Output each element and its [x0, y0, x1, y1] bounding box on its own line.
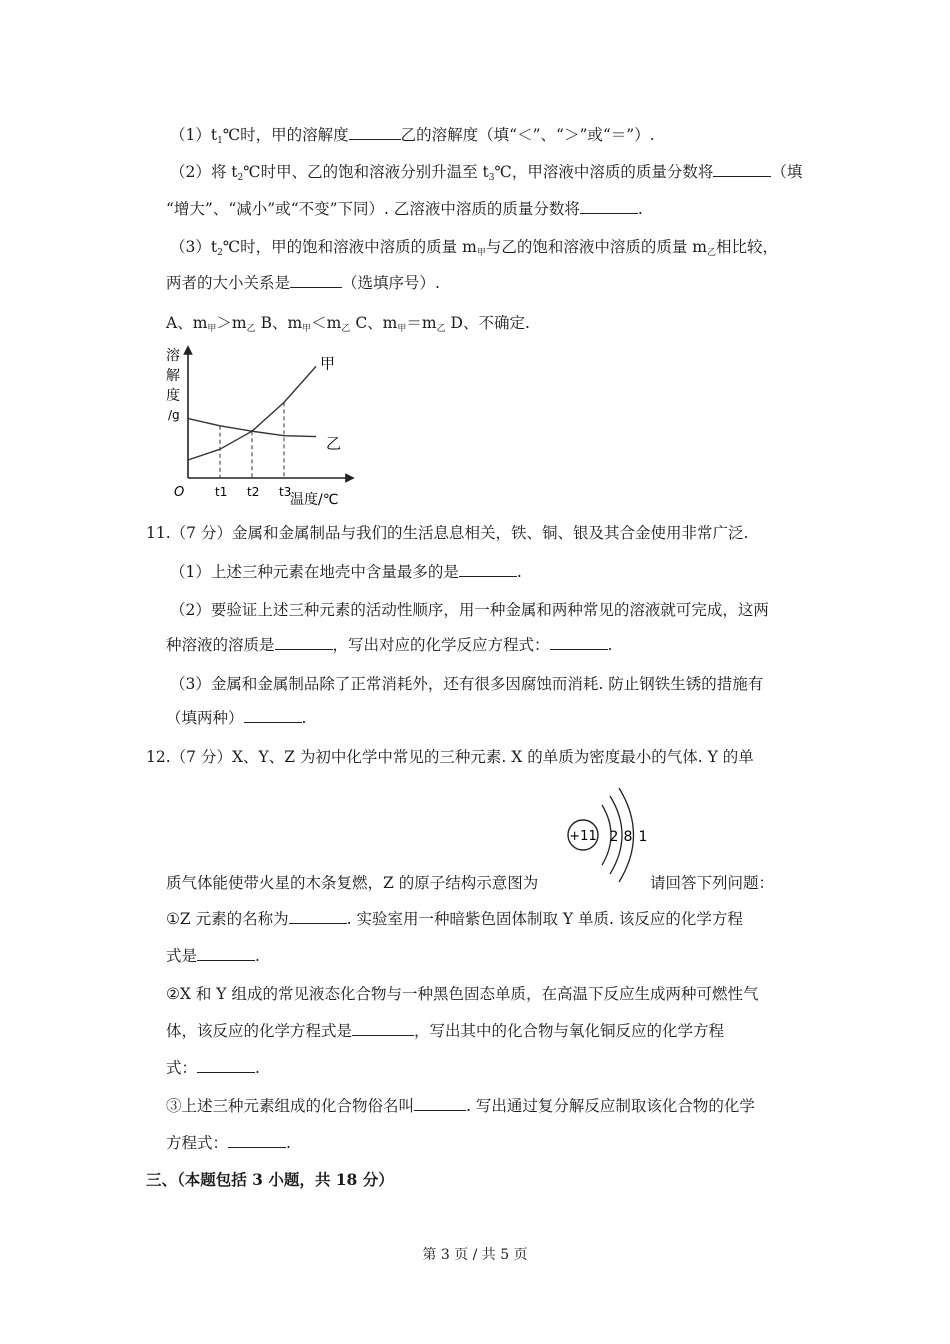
answer-blank	[289, 909, 347, 924]
q11-part3: （3）金属和金属制品除了正常消耗外，还有很多因腐蚀而消耗. 防止钢铁生锈的措施有	[170, 675, 764, 693]
solubility-chart	[160, 340, 370, 512]
q12-part3: ③上述三种元素组成的化合物俗名叫 . 写出通过复分解反应制取该化合物的化学	[166, 1097, 755, 1115]
answer-blank	[414, 1096, 466, 1111]
answer-blank	[713, 162, 771, 177]
answer-blank	[459, 562, 517, 577]
q12-part1-cont: 式是 .	[166, 947, 260, 965]
y-label-3: 度	[166, 388, 180, 404]
q11-part3-cont: （填两种） .	[166, 709, 307, 727]
y-label-2: 解	[166, 368, 180, 384]
answer-blank	[275, 635, 333, 650]
q12-part2-cont2: 式： .	[166, 1059, 260, 1077]
q12-part1: ①Z 元素的名称为 . 实验室用一种暗紫色固体制取 Y 单质. 该反应的化学方程	[166, 910, 743, 928]
x-tick-t2: t2	[247, 485, 260, 499]
q11-head: 11.（7 分）金属和金属制品与我们的生活息息相关，铁、铜、银及其合金使用非常广泛.	[146, 524, 749, 542]
x-axis-label: 温度/℃	[290, 492, 339, 508]
answer-blank	[244, 708, 302, 723]
page-footer: 第 3 页 / 共 5 页	[422, 1247, 528, 1263]
q12-head: 12.（7 分）X、Y、Z 为初中化学中常见的三种元素. X 的单质为密度最小的气体. Y 的单	[146, 748, 754, 766]
q12-part2: ②X 和 Y 组成的常见液态化合物与一种黑色固态单质，在高温下反应生成两种可燃性气	[166, 985, 759, 1003]
shell-electrons-1: 2	[609, 829, 619, 845]
shell-electrons-3: 1	[638, 829, 648, 845]
q12-para0-right: 请回答下列问题：	[650, 874, 775, 892]
answer-blank	[197, 1058, 255, 1073]
nucleus-charge: +11	[569, 829, 597, 844]
q10-part2: （2）将 $t_2℃$时甲、乙的饱和溶液分别升温至 $t_3℃$，甲溶液中溶质的质量分数将 （填	[170, 163, 803, 183]
origin-label: O	[174, 485, 185, 500]
series-label-jia: 甲	[320, 354, 336, 373]
answer-blank	[197, 946, 255, 961]
q10-part1: $(1)t_1℃$时，甲的溶解度 乙的溶解度（填“＜”、“＞”或“＝”）.	[170, 126, 655, 146]
section-3-heading: 三、（本题包括 3 小题，共 18 分）	[146, 1170, 394, 1189]
q10-part3: $(3)t_2℃$时，甲的饱和溶液中溶质的质量 $m_甲$与乙的饱和溶液中溶质的质量 $m_乙$相比较，	[170, 238, 778, 258]
q11-part1: （1）上述三种元素在地壳中含量最多的是 .	[170, 563, 522, 581]
q12-part2-cont: 体，该反应的化学方程式是 ，写出其中的化合物与氧化铜反应的化学方程	[166, 1022, 725, 1040]
x-tick-t3: t3	[279, 485, 292, 499]
series-label-yi: 乙	[326, 434, 342, 453]
q10-part3-cont: 两者的大小关系是 （选填序号）.	[166, 274, 440, 292]
q11-part2-cont: 种溶液的溶质是 ，写出对应的化学反应方程式： .	[166, 636, 613, 654]
y-label-1: 溶	[166, 348, 180, 364]
sodium-atom-diagram	[562, 780, 662, 892]
shell-electrons-2: 8	[623, 829, 633, 845]
answer-blank	[349, 125, 401, 140]
q12-para0-left: 质气体能使带火星的木条复燃，Z 的原子结构示意图为	[166, 874, 539, 892]
q10-options: A、$m_甲>m_乙$ B、$m_甲<m_乙$ C、$m_甲=m_乙$ D、不确定.	[166, 314, 530, 334]
x-tick-t1: t1	[215, 485, 228, 499]
answer-blank	[228, 1133, 286, 1148]
answer-blank	[290, 273, 342, 288]
q11-part2: （2）要验证上述三种元素的活动性顺序，用一种金属和两种常见的溶液就可完成，这两	[170, 601, 769, 619]
answer-blank	[580, 199, 638, 214]
answer-blank	[550, 635, 608, 650]
q10-part2-cont: “增大”、“减小”或“不变”下同）. 乙溶液中溶质的质量分数将 .	[166, 200, 643, 218]
q12-part3-cont: 方程式： .	[166, 1134, 291, 1152]
answer-blank	[352, 1021, 414, 1036]
y-label-4: /g	[168, 408, 180, 422]
